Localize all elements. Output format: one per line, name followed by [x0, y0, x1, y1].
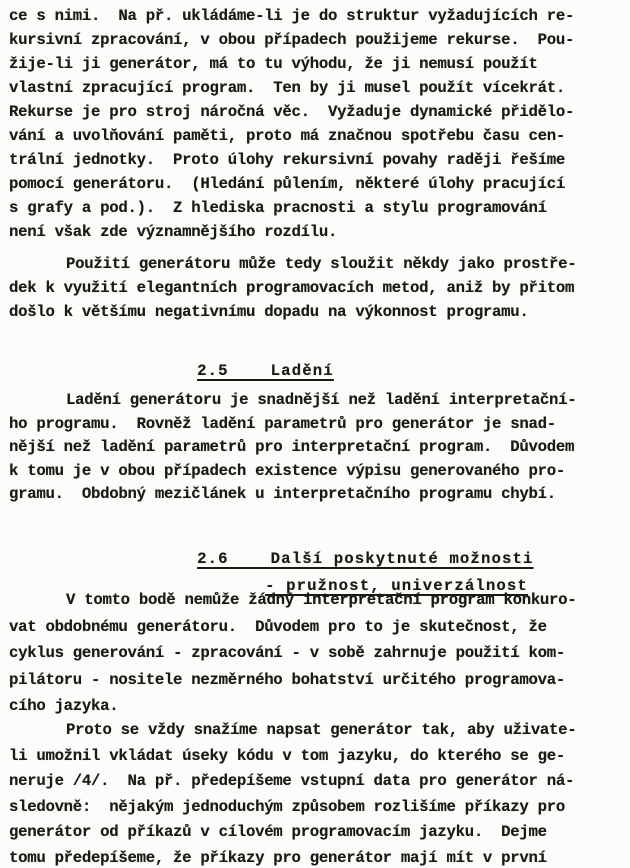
text-line: Rekurse je pro stroj náročná věc. Vyžaduje dynamické přidělo-	[9, 103, 575, 121]
text-line: neruje /4/. Na př. předepíšeme vstupní data pro generátor ná-	[9, 772, 575, 790]
text-line: vlastní zpracující program. Ten by ji musel použít vícekrát.	[9, 79, 565, 97]
text-line: došlo k většímu negativnímu dopadu na výkonnost programu.	[9, 303, 529, 321]
text-line: V tomto bodě nemůže žádný interpretační program konkuro-	[66, 591, 577, 609]
paragraph-4	[9, 587, 623, 720]
text-line: vání a uvolňování paměti, proto má značnou spotřebu času cen-	[9, 127, 565, 145]
text-line: dek k využití elegantních programovacích metod, aniž by přitom	[9, 279, 575, 297]
text-line: sledovně: nějakým jednoduchým způsobem rozlišíme příkazy pro	[9, 797, 565, 816]
text-line: kursivní zpracování, v obou případech použijeme rekurse. Pou-	[9, 31, 575, 49]
text-line: trální jednotky. Proto úlohy rekursivní povahy raději řešíme	[9, 151, 565, 169]
paragraph-intro	[9, 4, 623, 244]
text-line: není však zde významnějšího rozdílu.	[9, 223, 338, 241]
section-heading-2-6-text-2: - pružnost, univerzálnost	[265, 577, 528, 595]
text-line: žije-li ji generátor, má to tu výhodu, že ji nemusí použít	[9, 55, 538, 73]
text-line: Proto se vždy snažíme napsat generátor tak, aby uživate-	[66, 721, 577, 739]
paragraph-2	[9, 252, 623, 324]
text-line: pilátoru - nositele nezměrného bohatství určitého programova-	[9, 670, 565, 689]
text-line: k tomu je v obou případech existence výpisu generovaného pro-	[9, 461, 565, 480]
text-line: ce s nimi. Na př. ukládáme-li je do struktur vyžadujících re-	[9, 7, 575, 25]
section-heading-2-5-text: 2.5 Ladění	[197, 362, 334, 380]
paragraph-3	[9, 389, 623, 507]
paragraph-5	[9, 718, 623, 868]
text-line: vat obdobnému generátoru. Důvodem pro to je skutečnost, že	[9, 617, 547, 636]
text-line: generátor od příkazů v cílovém programovacím jazyku. Dejme	[9, 823, 547, 841]
text-line: cyklus generování - zpracování - v sobě zahrnuje použití kom-	[9, 644, 565, 662]
text-line: li umožnil vkládat úseky kódu v tom jazyku, do kterého se ge-	[9, 746, 565, 765]
text-line: s grafy a pod.). Z hlediska pracnosti a stylu programování	[9, 199, 547, 217]
text-line: Ladění generátoru je snadnější než ladění interpretační-	[66, 391, 577, 409]
text-line: cího jazyka.	[9, 697, 119, 715]
text-line: gramu. Obdobný mezičlánek u interpretačního programu chybí.	[9, 485, 556, 503]
text-line: nější než ladění parametrů pro interpretační program. Důvodem	[9, 438, 575, 456]
text-line: tomu předepíšeme, že příkazy pro generátor mají mít v první	[9, 848, 547, 867]
text-line: Použití generátoru může tedy sloužit někdy jako prostře-	[66, 255, 577, 273]
section-heading-2-6-text-1: 2.6 Další poskytnuté možnosti	[197, 550, 534, 568]
text-line: pomocí generátoru. (Hledání půlením, některé úlohy pracující	[9, 175, 565, 193]
text-line: ho programu. Rovněž ladění parametrů pro generátor je snad-	[9, 414, 556, 433]
